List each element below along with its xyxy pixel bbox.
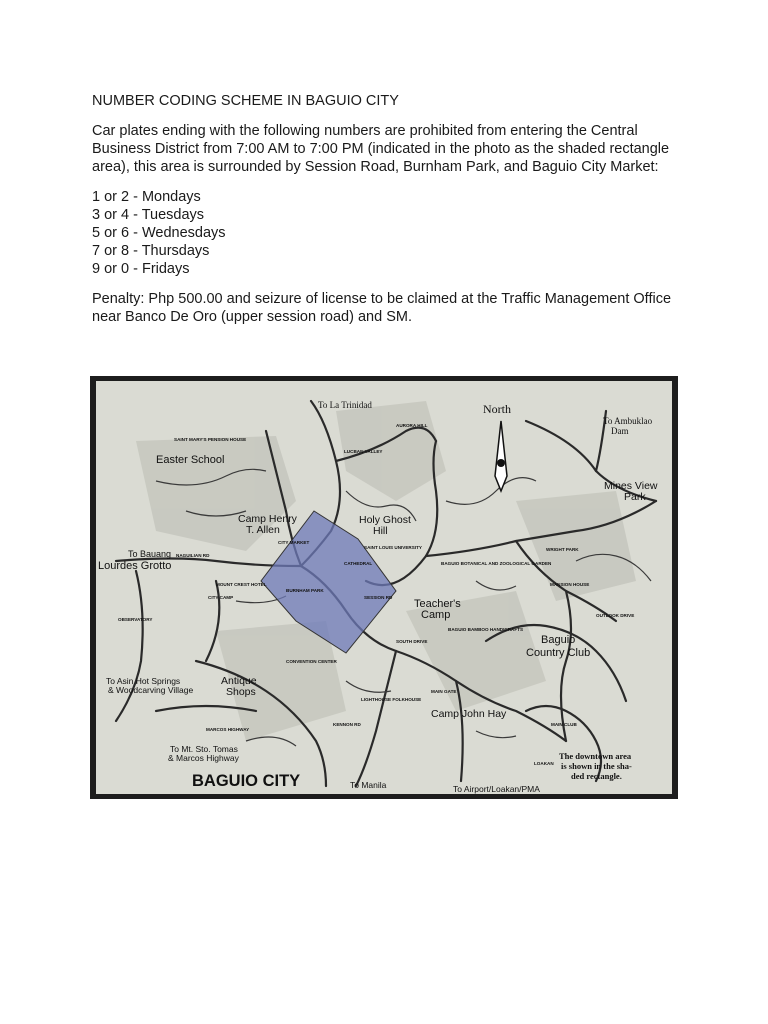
- map-note-line: is shown in the sha-: [561, 761, 632, 771]
- label-sto-tomas: To Mt. Sto. Tomas: [170, 744, 238, 754]
- label-mines-view: Mines View: [604, 480, 658, 492]
- label-teachers-camp-2: Camp: [421, 609, 451, 621]
- label-observatory: OBSERVATORY: [118, 617, 153, 622]
- label-session-rd: SESSION RD: [364, 595, 393, 600]
- label-camp-john-hay: Camp John Hay: [431, 708, 507, 720]
- baguio-map: [96, 381, 672, 794]
- label-convention: CONVENTION CENTER: [286, 659, 337, 664]
- document-body: [92, 92, 692, 338]
- map-photo: [90, 376, 678, 799]
- label-marcos-highway: & Marcos Highway: [168, 753, 239, 763]
- label-bamboo: BAGUIO BAMBOO HANDICRAFTS: [448, 627, 524, 632]
- label-bauang: To Bauang: [128, 549, 172, 559]
- label-lucban-valley: LUCBAN VALLEY: [344, 449, 383, 454]
- label-ambuklao-dam: Dam: [611, 426, 629, 436]
- schedule-item: 3 or 4 - Tuesdays: [92, 207, 205, 223]
- schedule-item: 5 or 6 - Wednesdays: [92, 225, 226, 241]
- label-kennon-rd: KENNON RD: [333, 722, 361, 727]
- label-woodcarving: & Woodcarving Village: [108, 685, 194, 695]
- north-label: North: [483, 402, 511, 416]
- schedule-item: 1 or 2 - Mondays: [92, 189, 201, 205]
- label-city-market: CITY MARKET: [278, 540, 310, 545]
- label-south-drive: SOUTH DRIVE: [396, 639, 428, 644]
- label-easter-school: Easter School: [156, 454, 225, 466]
- label-burnham-park: BURNHAM PARK: [286, 588, 324, 593]
- schedule-item: 7 or 8 - Thursdays: [92, 243, 210, 259]
- label-asin: To Asin Hot Springs: [106, 676, 181, 686]
- label-holy-ghost: Holy Ghost: [359, 514, 411, 526]
- label-teachers-camp: Teacher's: [414, 598, 461, 610]
- label-lighthouse: LIGHTHOUSE FOLKHOUSE: [361, 697, 422, 702]
- label-holy-ghost-2: Hill: [373, 525, 388, 537]
- label-main-gate: MAIN GATE: [431, 689, 457, 694]
- label-loakan: LOAKAN: [534, 761, 554, 766]
- label-country-club: Country Club: [526, 647, 591, 659]
- label-wright-park: WRIGHT PARK: [546, 547, 579, 552]
- label-mount-crest: MOUNT CREST HOTEL: [216, 582, 267, 587]
- label-naguilian-rd: NAGUILIAN RD: [176, 553, 210, 558]
- label-aurora-hill: AURORA HILL: [396, 423, 428, 428]
- label-antique-shops: Shops: [226, 686, 256, 698]
- label-main-club: MAIN CLUB: [551, 722, 577, 727]
- map-city-title: BAGUIO CITY: [192, 772, 301, 790]
- page-title: NUMBER CODING SCHEME IN BAGUIO CITY: [92, 93, 399, 109]
- penalty-paragraph: Penalty: Php 500.00 and seizure of license to be claimed at the Traffic Management Office near Banco De Oro (upper session road) and SM.: [92, 291, 672, 325]
- label-saint-marys: SAINT MARY'S PENSION HOUSE: [174, 437, 247, 442]
- coding-schedule: [92, 188, 692, 278]
- label-slu: SAINT LOUIS UNIVERSITY: [364, 545, 422, 550]
- map-note-line: ded rectangle.: [571, 771, 622, 781]
- label-lourdes-grotto: Lourdes Grotto: [98, 560, 172, 572]
- label-airport: To Airport/Loakan/PMA: [453, 784, 540, 794]
- label-antique: Antique: [221, 675, 257, 687]
- intro-paragraph: Car plates ending with the following numbers are prohibited from entering the Central Business District from 7:00 AM to 7:00 PM (indicated in the photo as the shaded rectangle area), this area is surrounded by Session Road, Burnham Park, and Baguio City Market:: [92, 123, 670, 175]
- label-outlook-drive: OUTLOOK DRIVE: [596, 613, 635, 618]
- label-mines-view-2: Park: [624, 491, 646, 503]
- label-la-trinidad: To La Trinidad: [318, 400, 372, 410]
- label-ambuklao: To Ambuklao: [603, 416, 653, 426]
- label-botanical: BAGUIO BOTANICAL AND ZOOLOGICAL GARDEN: [441, 561, 552, 566]
- label-camp-henry-2: T. Allen: [246, 524, 280, 536]
- label-manila: To Manila: [350, 780, 387, 790]
- label-marcos-hwy-road: MARCOS HIGHWAY: [206, 727, 250, 732]
- label-camp-henry: Camp Henry: [238, 513, 297, 525]
- schedule-item: 9 or 0 - Fridays: [92, 261, 190, 277]
- label-mansion-house: MANSION HOUSE: [550, 582, 590, 587]
- label-city-camp: CITY CAMP: [208, 595, 234, 600]
- label-cathedral: CATHEDRAL: [344, 561, 373, 566]
- map-note-line: The downtown area: [559, 751, 632, 761]
- label-baguio: Baguio: [541, 634, 576, 646]
